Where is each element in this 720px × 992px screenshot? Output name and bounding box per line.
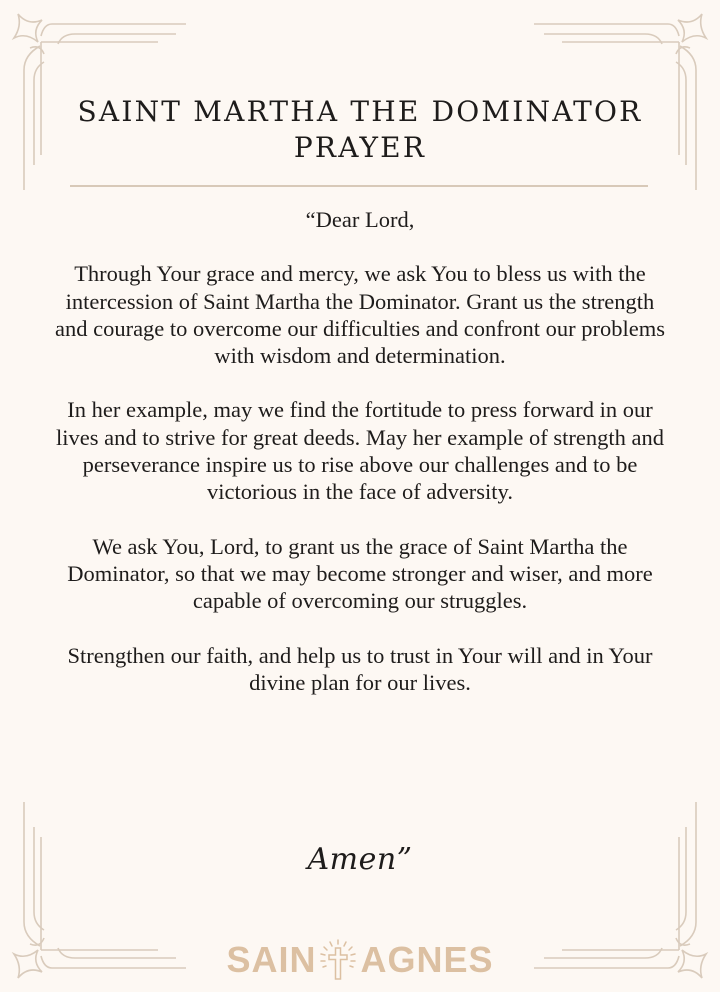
prayer-paragraph-1: Through Your grace and mercy, we ask You to bless us with the intercession of Saint Martha the Dominator. Grant us the strength and courage to overcome our difficulties and confront our problems with wisdom and determination. bbox=[54, 261, 666, 369]
page-title bbox=[60, 94, 660, 166]
prayer-closing: Amen” bbox=[307, 842, 413, 877]
cross-icon bbox=[318, 938, 358, 982]
prayer-body bbox=[50, 206, 670, 723]
prayer-paragraph-2: In her example, may we find the fortitude to press forward in our lives and to strive for great deeds. May her example of strength and perseverance inspire us to rise above our challenges and to be victorious in the face of adversity. bbox=[56, 397, 664, 505]
title-line-1: SAINT MARTHA THE DOMINATOR bbox=[77, 95, 643, 128]
title-divider bbox=[70, 185, 648, 187]
logo-text-left: SAIN bbox=[226, 939, 317, 980]
title-line-2: PRAYER bbox=[293, 131, 427, 164]
prayer-paragraph-3: We ask You, Lord, to grant us the grace of Saint Martha the Dominator, so that we may become stronger and wiser, and more capable of overcoming our struggles. bbox=[67, 533, 653, 614]
prayer-paragraph-4: Strengthen our faith, and help us to trust in Your will and in Your divine plan for our lives. bbox=[67, 642, 653, 695]
logo-text-right: AGNES bbox=[360, 939, 494, 980]
prayer-salutation: “Dear Lord, bbox=[305, 207, 415, 232]
brand-logo bbox=[0, 938, 720, 982]
